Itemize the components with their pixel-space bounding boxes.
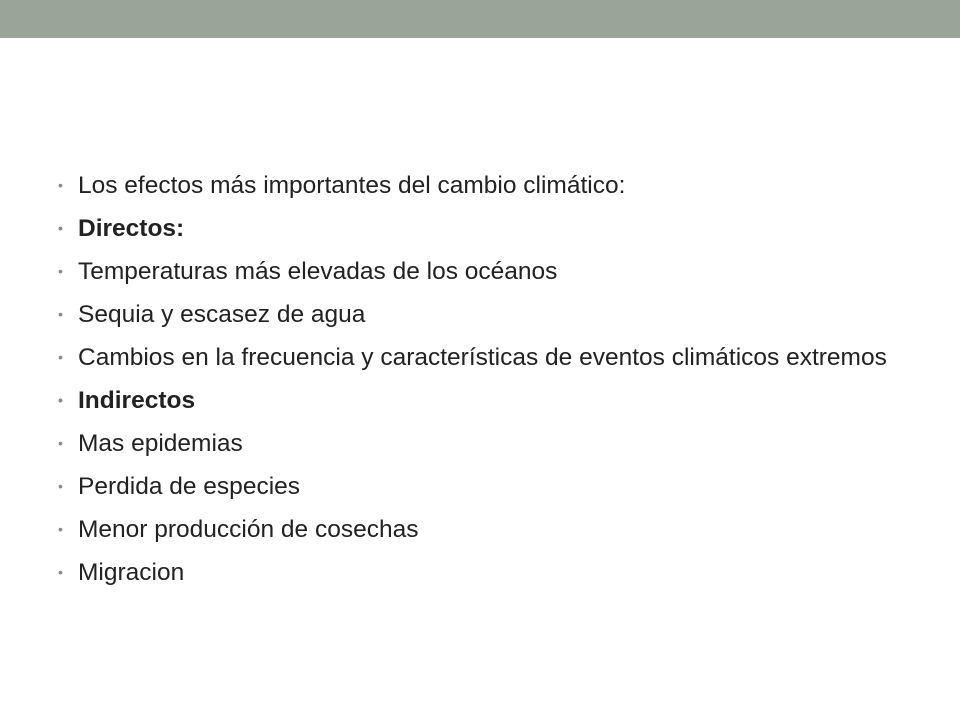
bullet-item bbox=[58, 559, 918, 586]
bullet-text: Los efectos más importantes del cambio climático: bbox=[78, 172, 626, 199]
bullet-text: Directos: bbox=[78, 215, 185, 242]
bullet-dot-icon: • bbox=[58, 392, 63, 408]
bullet-item-heading-indirectos bbox=[58, 387, 918, 414]
bullet-item bbox=[58, 516, 918, 543]
bullet-text: Cambios en la frecuencia y características de eventos climáticos extremos bbox=[78, 344, 887, 371]
bullet-item-heading-directos bbox=[58, 215, 918, 242]
bullet-text: Temperaturas más elevadas de los océanos bbox=[78, 258, 558, 285]
bullet-text: Mas epidemias bbox=[78, 430, 243, 457]
bullet-item bbox=[58, 344, 918, 371]
bullet-text: Sequia y escasez de agua bbox=[78, 301, 366, 328]
bullet-text: Perdida de especies bbox=[78, 473, 301, 500]
bullet-dot-icon: • bbox=[58, 435, 63, 451]
bullet-item bbox=[58, 258, 918, 285]
bullet-item bbox=[58, 473, 918, 500]
bullet-dot-icon: • bbox=[58, 263, 63, 279]
bullet-dot-icon: • bbox=[58, 478, 63, 494]
title-bar-accent bbox=[0, 0, 960, 38]
bullet-text: Migracion bbox=[78, 559, 185, 586]
bullet-dot-icon: • bbox=[58, 220, 63, 236]
bullet-dot-icon: • bbox=[58, 349, 63, 365]
bullet-dot-icon: • bbox=[58, 521, 63, 537]
bullet-text: Menor producción de cosechas bbox=[78, 516, 419, 543]
bullet-list bbox=[58, 172, 918, 602]
bullet-dot-icon: • bbox=[58, 177, 63, 193]
bullet-item bbox=[58, 430, 918, 457]
bullet-item bbox=[58, 172, 918, 199]
bullet-text: Indirectos bbox=[78, 387, 196, 414]
bullet-item bbox=[58, 301, 918, 328]
bullet-dot-icon: • bbox=[58, 306, 63, 322]
bullet-dot-icon: • bbox=[58, 564, 63, 580]
